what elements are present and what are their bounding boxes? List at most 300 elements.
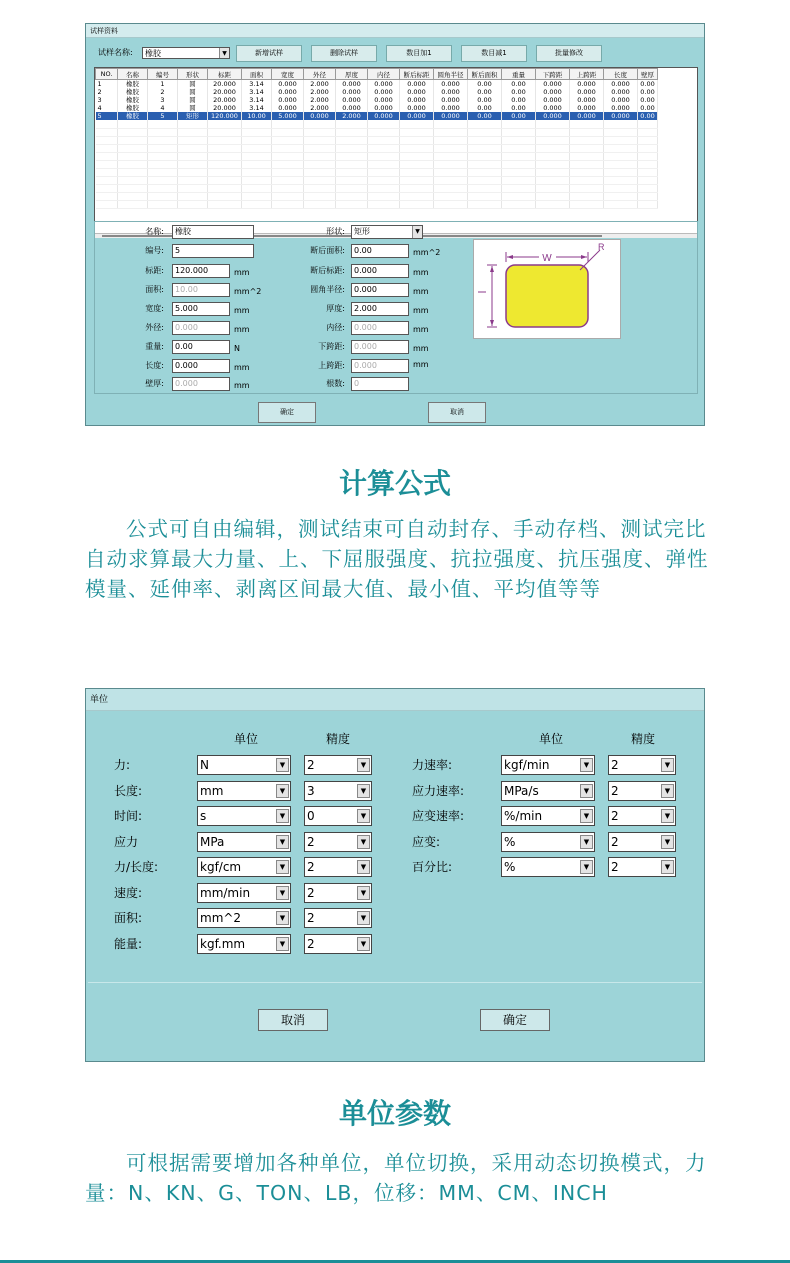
length-unit: mm — [234, 363, 250, 372]
empty-cell — [148, 168, 178, 176]
table-cell: 橡胶 — [118, 80, 148, 89]
empty-cell — [400, 200, 434, 208]
empty-cell — [638, 136, 658, 144]
chevron-down-icon[interactable]: ▼ — [661, 784, 674, 798]
empty-cell — [468, 176, 502, 184]
unit-label-right: 应变速率: — [412, 809, 465, 823]
weight-label: 重量: — [145, 342, 164, 351]
empty-cell — [242, 168, 272, 176]
empty-cell — [604, 192, 638, 200]
empty-cell — [304, 152, 336, 160]
arrow-left-icon — [507, 255, 513, 259]
empty-cell — [272, 144, 304, 152]
table-cell: 0.000 — [536, 88, 570, 96]
table-row[interactable] — [96, 80, 658, 89]
empty-cell — [148, 144, 178, 152]
specimen-name-select[interactable] — [142, 47, 230, 59]
chevron-down-icon[interactable]: ▼ — [580, 809, 593, 823]
precision-select[interactable] — [304, 755, 372, 775]
empty-cell — [304, 160, 336, 168]
empty-cell — [208, 184, 242, 192]
precision-select[interactable] — [608, 832, 676, 852]
chevron-down-icon[interactable]: ▼ — [276, 886, 289, 900]
empty-cell — [536, 128, 570, 136]
unit-select[interactable] — [197, 781, 291, 801]
table-cell: 0.00 — [468, 112, 502, 120]
outer-diameter-unit: mm — [234, 325, 250, 334]
empty-cell — [148, 120, 178, 128]
precision-select[interactable] — [608, 857, 676, 877]
inner-diameter-field[interactable]: 0.000 — [351, 321, 409, 335]
empty-cell — [336, 128, 368, 136]
empty-cell — [208, 160, 242, 168]
cancel-button[interactable]: 取消 — [428, 402, 486, 423]
empty-cell — [96, 136, 118, 144]
column-header[interactable]: 标距 — [208, 69, 242, 80]
table-cell: 2 — [96, 88, 118, 96]
chevron-down-icon[interactable]: ▼ — [276, 784, 289, 798]
empty-cell — [570, 120, 604, 128]
units-window — [85, 688, 705, 1062]
precision-select[interactable] — [304, 908, 372, 928]
precision-select[interactable] — [304, 806, 372, 826]
after-gauge-field[interactable]: 0.000 — [351, 264, 409, 278]
column-header[interactable]: 长度 — [604, 69, 638, 80]
table-cell: 3.14 — [242, 96, 272, 104]
unit-select[interactable] — [197, 934, 291, 954]
table-cell: 0.000 — [400, 80, 434, 89]
empty-cell — [502, 176, 536, 184]
empty-cell — [400, 136, 434, 144]
column-header[interactable]: 圆角半径 — [434, 69, 468, 80]
width-label: 宽度: — [145, 304, 164, 313]
table-cell: 0.00 — [502, 80, 536, 89]
fillet-radius-unit: mm — [413, 287, 429, 296]
empty-cell — [638, 152, 658, 160]
empty-cell — [272, 200, 304, 208]
table-cell: 0.000 — [604, 112, 638, 120]
empty-row — [96, 168, 658, 176]
batch-edit-button[interactable]: 批量修改 — [536, 45, 602, 62]
empty-cell — [336, 176, 368, 184]
confirm-button[interactable]: 确定 — [258, 402, 316, 423]
table-cell: 0.000 — [604, 88, 638, 96]
table-cell: 0.000 — [536, 80, 570, 89]
thickness-field[interactable]: 2.000 — [351, 302, 409, 316]
empty-cell — [502, 160, 536, 168]
empty-cell — [208, 176, 242, 184]
empty-cell — [336, 200, 368, 208]
chevron-down-icon[interactable]: ▼ — [661, 835, 674, 849]
empty-cell — [434, 176, 468, 184]
unit-select[interactable] — [197, 857, 291, 877]
empty-cell — [242, 144, 272, 152]
wall-thickness-unit: mm — [234, 381, 250, 390]
empty-cell — [242, 200, 272, 208]
empty-cell — [400, 128, 434, 136]
column-header[interactable]: 宽度 — [272, 69, 304, 80]
count-label: 根数: — [326, 379, 345, 388]
lower-span-unit: mm — [413, 344, 429, 353]
table-cell: 0.00 — [468, 88, 502, 96]
unit-select[interactable] — [197, 806, 291, 826]
chevron-down-icon[interactable]: ▼ — [276, 860, 289, 874]
chevron-down-icon[interactable]: ▼ — [580, 758, 593, 772]
empty-cell — [178, 152, 208, 160]
empty-cell — [536, 144, 570, 152]
unit-label-right: 力速率: — [412, 758, 453, 772]
table-cell: 0.000 — [368, 96, 400, 104]
weight-unit: N — [234, 344, 240, 353]
unit-label-left: 时间: — [114, 809, 143, 823]
column-header[interactable]: 名称 — [118, 69, 148, 80]
chevron-down-icon[interactable]: ▼ — [661, 860, 674, 874]
shape-select[interactable] — [351, 225, 423, 239]
specimen-data-window — [85, 23, 705, 426]
empty-cell — [502, 120, 536, 128]
empty-cell — [570, 160, 604, 168]
unit-value: MPa/s — [504, 783, 539, 798]
wall-thickness-field[interactable]: 0.000 — [172, 377, 230, 391]
empty-cell — [272, 184, 304, 192]
chevron-down-icon[interactable]: ▼ — [661, 809, 674, 823]
table-cell: 2 — [148, 88, 178, 96]
empty-cell — [118, 176, 148, 184]
precision-select[interactable] — [304, 934, 372, 954]
empty-cell — [604, 136, 638, 144]
table-cell: 0.000 — [272, 104, 304, 112]
unit-column-header-left: 单位 — [234, 732, 259, 746]
empty-cell — [502, 200, 536, 208]
table-cell: 0.00 — [638, 112, 658, 120]
empty-cell — [400, 152, 434, 160]
empty-cell — [400, 168, 434, 176]
section-title-units: 单位参数 — [338, 1097, 451, 1130]
empty-row — [96, 120, 658, 128]
column-header[interactable]: 重量 — [502, 69, 536, 80]
chevron-down-icon[interactable]: ▼ — [357, 860, 370, 874]
delete-specimen-button[interactable]: 删除试样 — [311, 45, 377, 62]
column-header[interactable]: NO. — [96, 69, 118, 80]
table-cell: 圆 — [178, 80, 208, 89]
column-header[interactable]: 断后面积 — [468, 69, 502, 80]
chevron-down-icon[interactable]: ▼ — [357, 835, 370, 849]
table-cell: 0.00 — [502, 112, 536, 120]
table-cell: 1 — [96, 80, 118, 89]
fillet-radius-label: 圆角半径: — [310, 285, 345, 294]
empty-cell — [118, 160, 148, 168]
unit-select[interactable] — [197, 755, 291, 775]
table-cell: 4 — [148, 104, 178, 112]
chevron-down-icon[interactable]: ▼ — [276, 835, 289, 849]
precision-select[interactable] — [304, 857, 372, 877]
empty-cell — [434, 128, 468, 136]
unit-select[interactable] — [197, 832, 291, 852]
empty-cell — [570, 168, 604, 176]
empty-cell — [468, 144, 502, 152]
specimen-shape-diagram — [473, 239, 621, 339]
table-cell: 0.000 — [536, 112, 570, 120]
table-cell: 0.00 — [502, 104, 536, 112]
empty-cell — [178, 144, 208, 152]
precision-value: 3 — [307, 783, 315, 798]
table-cell: 20.000 — [208, 80, 242, 89]
unit-label-right: 百分比: — [412, 860, 453, 874]
precision-select[interactable] — [608, 781, 676, 801]
unit-value: mm — [200, 783, 224, 798]
unit-select[interactable] — [197, 908, 291, 928]
table-cell: 5 — [148, 112, 178, 120]
arrow-right-icon — [581, 255, 587, 259]
table-cell: 0.000 — [604, 80, 638, 89]
empty-cell — [178, 176, 208, 184]
table-cell: 0.00 — [502, 88, 536, 96]
cancel-button[interactable]: 取消 — [258, 1009, 328, 1031]
empty-cell — [570, 144, 604, 152]
table-cell: 橡胶 — [118, 88, 148, 96]
empty-cell — [536, 136, 570, 144]
unit-select[interactable] — [501, 755, 595, 775]
empty-cell — [178, 128, 208, 136]
column-header[interactable]: 断后标距 — [400, 69, 434, 80]
table-row[interactable] — [96, 104, 658, 112]
shape-body — [506, 265, 588, 327]
section-title-formula: 计算公式 — [338, 467, 451, 500]
precision-value: 2 — [307, 885, 315, 900]
table-cell: 0.000 — [400, 96, 434, 104]
empty-cell — [638, 128, 658, 136]
table-cell: 0.000 — [272, 88, 304, 96]
confirm-button[interactable]: 确定 — [480, 1009, 550, 1031]
table-cell: 矩形 — [178, 112, 208, 120]
thickness-unit: mm — [413, 306, 429, 315]
column-header[interactable]: 编号 — [148, 69, 178, 80]
table-cell: 0.000 — [536, 96, 570, 104]
column-header[interactable]: 下跨距 — [536, 69, 570, 80]
table-cell: 5 — [96, 112, 118, 120]
specimen-name-value: 橡胶 — [145, 49, 161, 58]
unit-label-right: 应力速率: — [412, 783, 465, 798]
chevron-down-icon[interactable]: ▼ — [412, 226, 422, 238]
empty-cell — [118, 128, 148, 136]
count-field[interactable]: 0 — [351, 377, 409, 391]
length-field[interactable]: 0.000 — [172, 359, 230, 373]
unit-select[interactable] — [197, 883, 291, 903]
empty-cell — [208, 168, 242, 176]
empty-cell — [148, 184, 178, 192]
empty-cell — [242, 160, 272, 168]
width-field[interactable]: 5.000 — [172, 302, 230, 316]
unit-value: %/min — [504, 809, 543, 823]
empty-cell — [570, 128, 604, 136]
table-cell: 2.000 — [304, 88, 336, 96]
table-cell: 2.000 — [304, 104, 336, 112]
chevron-down-icon[interactable]: ▼ — [580, 784, 593, 798]
chevron-down-icon[interactable]: ▼ — [580, 860, 593, 874]
unit-label-left: 能量: — [114, 936, 143, 951]
empty-cell — [536, 184, 570, 192]
column-header[interactable]: 厚度 — [336, 69, 368, 80]
empty-cell — [96, 192, 118, 200]
gauge-field[interactable]: 120.000 — [172, 264, 230, 278]
after-area-label: 断后面积: — [310, 246, 345, 255]
empty-cell — [502, 136, 536, 144]
name-field[interactable]: 橡胶 — [172, 225, 254, 239]
empty-cell — [368, 136, 400, 144]
chevron-down-icon[interactable]: ▼ — [357, 784, 370, 798]
empty-cell — [368, 168, 400, 176]
chevron-down-icon[interactable]: ▼ — [276, 937, 289, 951]
chevron-down-icon[interactable]: ▼ — [276, 758, 289, 772]
chevron-down-icon[interactable]: ▼ — [276, 809, 289, 823]
table-cell: 0.00 — [468, 80, 502, 89]
chevron-down-icon[interactable]: ▼ — [661, 758, 674, 772]
empty-cell — [604, 200, 638, 208]
precision-value: 2 — [611, 834, 619, 849]
fillet-radius-field[interactable]: 0.000 — [351, 283, 409, 297]
code-field[interactable]: 5 — [172, 244, 254, 258]
empty-row — [96, 200, 658, 208]
precision-select[interactable] — [304, 832, 372, 852]
column-header[interactable]: 壁厚 — [638, 69, 658, 80]
empty-cell — [96, 184, 118, 192]
unit-value: % — [504, 860, 516, 874]
table-cell: 0.000 — [604, 96, 638, 104]
table-cell: 0.000 — [368, 104, 400, 112]
empty-cell — [96, 128, 118, 136]
empty-cell — [400, 176, 434, 184]
table-cell: 0.000 — [368, 80, 400, 89]
unit-value: s — [200, 809, 207, 823]
empty-cell — [96, 168, 118, 176]
column-header[interactable]: 外径 — [304, 69, 336, 80]
precision-select[interactable] — [608, 806, 676, 826]
empty-cell — [178, 184, 208, 192]
table-cell: 0.000 — [336, 96, 368, 104]
upper-span-label: 上跨距: — [318, 361, 345, 370]
chevron-down-icon[interactable]: ▼ — [357, 911, 370, 925]
empty-cell — [638, 144, 658, 152]
unit-label-left: 面积: — [114, 911, 143, 925]
add-specimen-button[interactable]: 新增试样 — [236, 45, 302, 62]
precision-value: 2 — [307, 758, 315, 772]
length-label: 长度: — [145, 361, 164, 370]
empty-cell — [468, 192, 502, 200]
table-cell: 0.000 — [400, 88, 434, 96]
table-cell: 圆 — [178, 88, 208, 96]
column-header[interactable]: 面积 — [242, 69, 272, 80]
table-cell: 0.00 — [638, 88, 658, 96]
empty-cell — [468, 200, 502, 208]
after-area-field[interactable]: 0.00 — [351, 244, 409, 258]
chevron-down-icon[interactable]: ▼ — [357, 886, 370, 900]
empty-cell — [148, 176, 178, 184]
after-gauge-label: 断后标距: — [310, 266, 345, 275]
empty-cell — [434, 120, 468, 128]
section-paragraph-formula: 公式可自由编辑，测试结束可自动封存、手动存档、测试完比自动求算最大力量、上、下屈服强度、抗拉强度、抗压强度、弹性模量、延伸率、剥离区间最大值、最小值、平均值等等 — [85, 517, 709, 601]
count-plus-button[interactable]: 数目加1 — [386, 45, 452, 62]
empty-cell — [368, 144, 400, 152]
table-cell: 0.000 — [604, 104, 638, 112]
table-row[interactable] — [96, 96, 658, 104]
table-cell: 0.000 — [570, 112, 604, 120]
empty-cell — [536, 200, 570, 208]
unit-select[interactable] — [501, 832, 595, 852]
specimen-table[interactable] — [94, 67, 698, 238]
empty-cell — [118, 192, 148, 200]
empty-cell — [272, 176, 304, 184]
empty-cell — [242, 152, 272, 160]
empty-cell — [368, 176, 400, 184]
unit-select[interactable] — [501, 781, 595, 801]
outer-diameter-field[interactable]: 0.000 — [172, 321, 230, 335]
area-label: 面积: — [145, 285, 164, 294]
unit-select[interactable] — [501, 806, 595, 826]
area-field[interactable]: 10.00 — [172, 283, 230, 297]
chevron-down-icon[interactable]: ▼ — [276, 911, 289, 925]
table-cell: 0.000 — [272, 80, 304, 89]
upper-span-field[interactable]: 0.000 — [351, 359, 409, 373]
precision-select[interactable] — [304, 781, 372, 801]
table-cell: 10.00 — [242, 112, 272, 120]
column-header[interactable]: 上跨距 — [570, 69, 604, 80]
column-header[interactable]: 内径 — [368, 69, 400, 80]
empty-cell — [272, 128, 304, 136]
chevron-down-icon[interactable]: ▼ — [219, 48, 229, 58]
table-row[interactable] — [96, 112, 658, 120]
table-cell: 橡胶 — [118, 112, 148, 120]
chevron-down-icon[interactable]: ▼ — [357, 758, 370, 772]
empty-cell — [336, 192, 368, 200]
gauge-label: 标距: — [145, 266, 164, 275]
empty-cell — [604, 168, 638, 176]
empty-cell — [502, 144, 536, 152]
empty-cell — [502, 168, 536, 176]
chevron-down-icon[interactable]: ▼ — [357, 809, 370, 823]
empty-cell — [96, 176, 118, 184]
lower-span-field[interactable]: 0.000 — [351, 340, 409, 354]
table-cell: 4 — [96, 104, 118, 112]
table-cell: 0.00 — [468, 104, 502, 112]
chevron-down-icon[interactable]: ▼ — [580, 835, 593, 849]
empty-cell — [304, 168, 336, 176]
precision-select[interactable] — [304, 883, 372, 903]
table-row[interactable] — [96, 88, 658, 96]
unit-value: N — [200, 758, 209, 772]
unit-select[interactable] — [501, 857, 595, 877]
empty-cell — [304, 200, 336, 208]
precision-select[interactable] — [608, 755, 676, 775]
empty-cell — [536, 192, 570, 200]
empty-cell — [208, 136, 242, 144]
weight-field[interactable]: 0.00 — [172, 340, 230, 354]
empty-cell — [570, 192, 604, 200]
empty-cell — [638, 120, 658, 128]
empty-cell — [604, 176, 638, 184]
column-header[interactable]: 形状 — [178, 69, 208, 80]
empty-cell — [336, 144, 368, 152]
empty-cell — [468, 136, 502, 144]
empty-cell — [96, 200, 118, 208]
table-cell: 0.000 — [336, 80, 368, 89]
table-cell: 2.000 — [336, 112, 368, 120]
count-minus-button[interactable]: 数目减1 — [461, 45, 527, 62]
empty-cell — [400, 120, 434, 128]
table-cell: 0.000 — [434, 104, 468, 112]
chevron-down-icon[interactable]: ▼ — [357, 937, 370, 951]
table-cell: 0.000 — [400, 112, 434, 120]
table-cell: 0.000 — [368, 112, 400, 120]
